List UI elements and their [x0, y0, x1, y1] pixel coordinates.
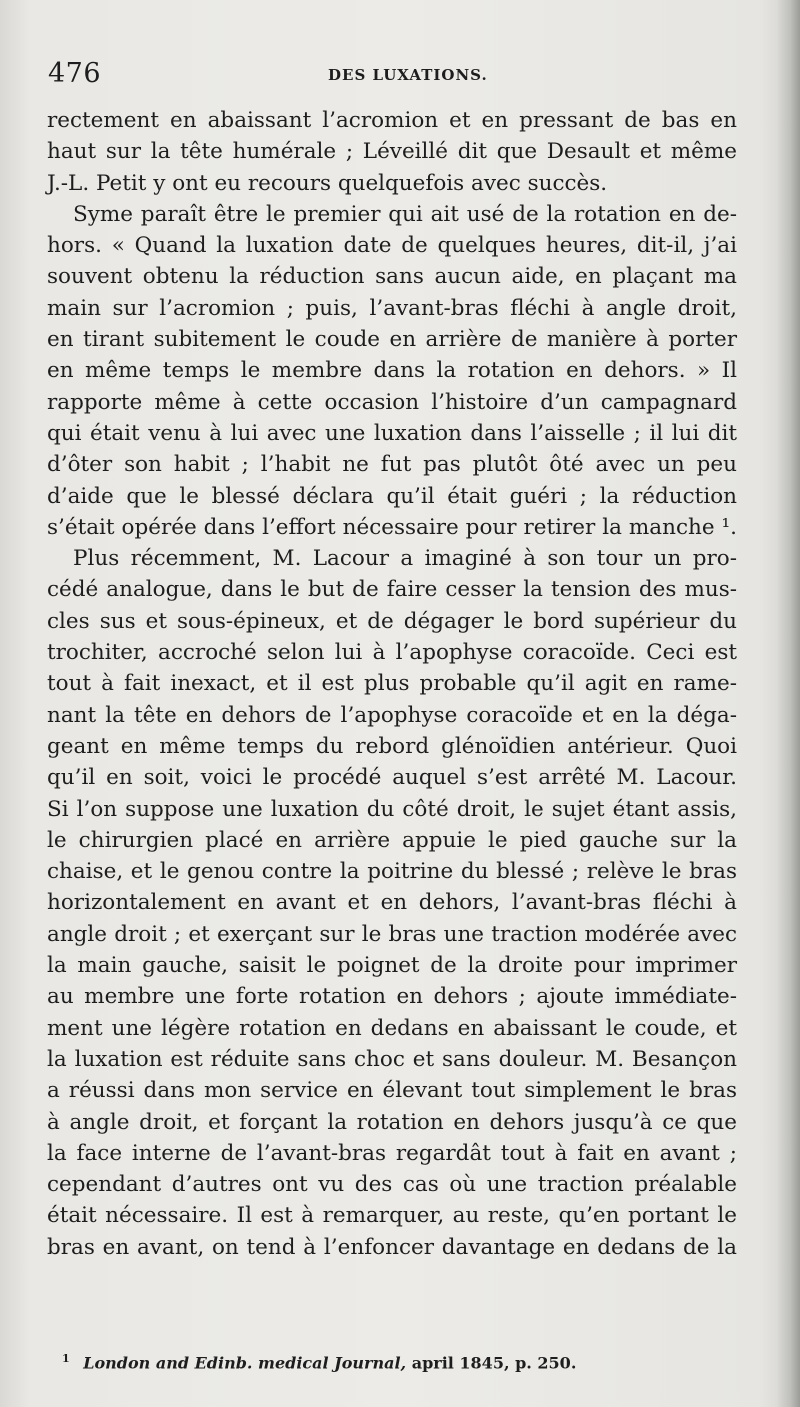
- text-line: la main gauche, saisit le poignet de la droite pour imprimer: [47, 953, 737, 979]
- text-line: bras en avant, on tend à l’enfoncer davantage en dedans de la: [47, 1234, 737, 1260]
- text-line: Syme paraît être le premier qui ait usé de la rotation en de-: [73, 201, 737, 227]
- text-line: rectement en abaissant l’acromion et en pressant de bas en: [47, 108, 737, 133]
- text-line: nant la tête en dehors de l’apophyse coracoïde et en la déga-: [47, 702, 737, 728]
- text-line: main sur l’acromion ; puis, l’avant-bras fléchi à angle droit,: [47, 295, 737, 321]
- text-line: chaise, et le genou contre la poitrine du blessé ; relève le bras: [47, 859, 737, 885]
- text-line: au membre une forte rotation en dehors ; ajoute immédiate-: [47, 984, 737, 1010]
- text-line: haut sur la tête humérale ; Léveillé dit que Desault et même: [47, 139, 737, 165]
- text-line: la luxation est réduite sans choc et sans douleur. M. Besançon: [47, 1046, 737, 1072]
- footnote-source: London and Edinb. medical Journal,: [83, 1353, 407, 1373]
- text-line: qui était venu à lui avec une luxation dans l’aisselle ; il lui dit: [47, 420, 737, 446]
- text-line: horizontalement en avant et en dehors, l’avant-bras fléchi à: [47, 890, 737, 916]
- page-header: [48, 58, 738, 94]
- text-line: était nécessaire. Il est à remarquer, au reste, qu’en portant le: [47, 1203, 737, 1229]
- text-line: d’aide que le blessé déclara qu’il était guéri ; la réduction: [47, 483, 737, 509]
- text-line: en tirant subitement le coude en arrière de manière à porter: [47, 327, 737, 353]
- text-line: en même temps le membre dans la rotation en dehors. » Il: [47, 358, 737, 384]
- text-line: Plus récemment, M. Lacour a imaginé à son tour un pro-: [73, 546, 737, 572]
- text-line: rapporte même à cette occasion l’histoire d’un campagnard: [47, 389, 737, 415]
- page-number: 476: [48, 58, 102, 89]
- text-line: ment une légère rotation en dedans en abaissant le coude, et: [47, 1015, 737, 1041]
- text-line: Si l’on suppose une luxation du côté droit, le sujet étant assis,: [47, 796, 737, 822]
- text-line: cles sus et sous-épineux, et de dégager le bord supérieur du: [47, 608, 737, 634]
- running-head: DES LUXATIONS.: [328, 66, 488, 84]
- text-line: le chirurgien placé en arrière appuie le pied gauche sur la: [47, 827, 737, 853]
- text-line: la face interne de l’avant-bras regardât tout à fait en avant ;: [47, 1140, 737, 1166]
- text-line: trochiter, accroché selon lui à l’apophyse coracoïde. Ceci est: [47, 640, 737, 666]
- text-line: cependant d’autres ont vu des cas où une traction préalable: [47, 1172, 737, 1198]
- text-line: cédé analogue, dans le but de faire cesser la tension des mus-: [47, 577, 737, 603]
- text-line: à angle droit, et forçant la rotation en dehors jusqu’à ce que: [47, 1109, 737, 1135]
- page-edge-shadow: [776, 0, 800, 1407]
- footnote: [62, 1352, 662, 1372]
- text-line: souvent obtenu la réduction sans aucun aide, en plaçant ma: [47, 264, 737, 290]
- text-line: J.-L. Petit y ont eu recours quelquefois avec succès.: [47, 170, 608, 196]
- text-line: d’ôter son habit ; l’habit ne fut pas plutôt ôté avec un peu: [47, 452, 737, 478]
- text-line: geant en même temps du rebord glénoïdien antérieur. Quoi: [47, 733, 737, 759]
- text-line: qu’il en soit, voici le procédé auquel s’est arrêté M. Lacour.: [47, 765, 737, 791]
- text-line: angle droit ; et exerçant sur le bras une traction modérée avec: [47, 921, 737, 947]
- text-line: s’était opérée dans l’effort nécessaire pour retirer la manche ¹.: [47, 514, 737, 540]
- footnote-details: april 1845, p. 250.: [411, 1353, 577, 1373]
- footnote-marker: 1: [62, 1352, 70, 1365]
- text-line: tout à fait inexact, et il est plus probable qu’il agit en rame-: [47, 671, 737, 697]
- text-line: hors. « Quand la luxation date de quelques heures, dit-il, j’ai: [47, 233, 737, 259]
- body-text: [47, 105, 737, 1263]
- text-line: a réussi dans mon service en élevant tout simplement le bras: [47, 1078, 737, 1104]
